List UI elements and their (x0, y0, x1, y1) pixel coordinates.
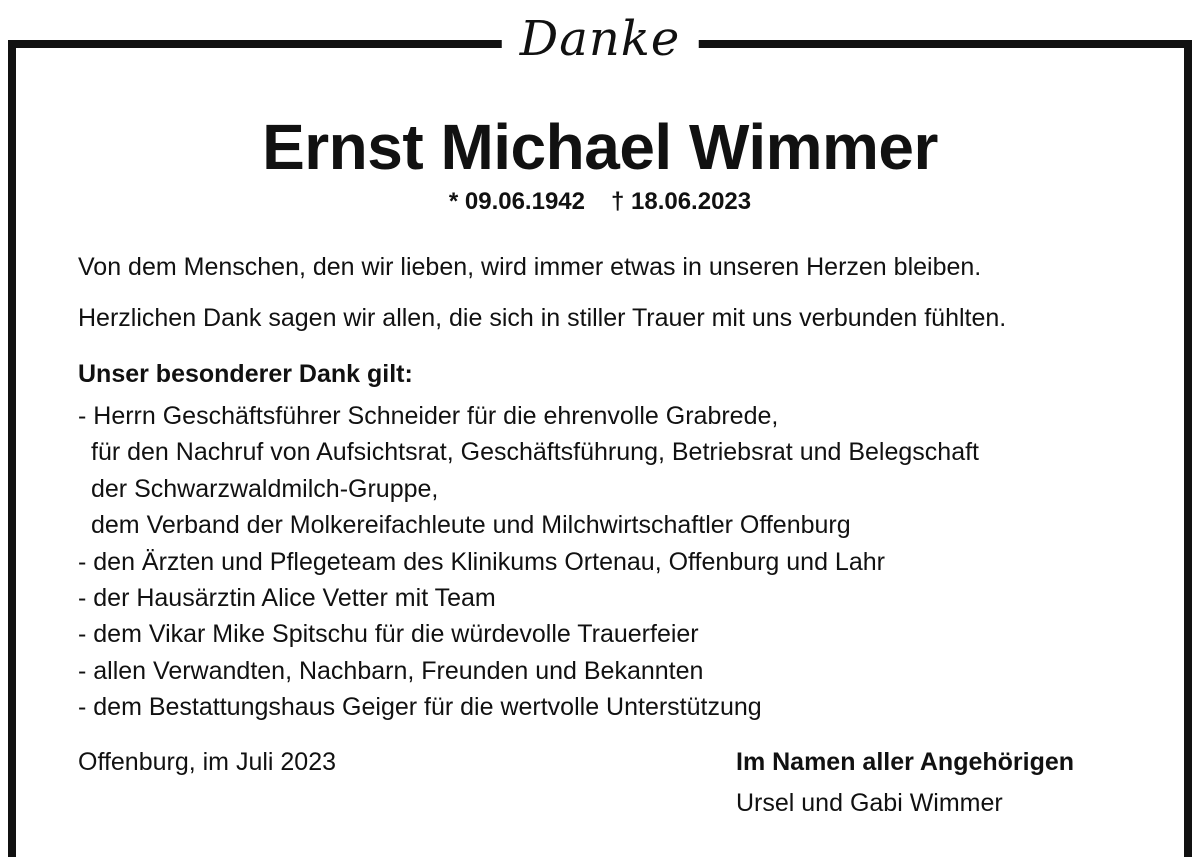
list-item: dem Verband der Molkereifachleute und Milchwirtschaftler Offenburg (91, 511, 851, 540)
paragraph-thanks: Herzlichen Dank sagen wir allen, die sich in stiller Trauer mit uns verbunden fühlten. (78, 304, 1007, 332)
thanks-list (78, 398, 979, 726)
place-date: Offenburg, im Juli 2023 (78, 748, 337, 776)
death-date: † 18.06.2023 (610, 188, 752, 215)
list-item: - den Ärzten und Pflegeteam des Klinikums Ortenau, Offenburg und Lahr (78, 547, 885, 576)
list-item: - dem Vikar Mike Spitschu für die würdevolle Trauerfeier (78, 620, 699, 649)
signature-intro: Im Namen aller Angehörigen (736, 748, 1075, 776)
list-item: - dem Bestattungshaus Geiger für die wertvolle Unterstützung (78, 693, 762, 722)
birth-date: * 09.06.1942 (448, 188, 585, 215)
list-item: der Schwarzwaldmilch-Gruppe, (91, 474, 439, 503)
list-item: - der Hausärztin Alice Vetter mit Team (78, 584, 496, 613)
thanks-heading: Unser besonderer Dank gilt: (78, 360, 413, 388)
list-item: - allen Verwandten, Nachbarn, Freunden und Bekannten (78, 656, 704, 685)
list-item: für den Nachruf von Aufsichtsrat, Geschäftsführung, Betriebsrat und Belegschaft (91, 438, 979, 467)
deceased-name: Ernst Michael Wimmer (262, 111, 938, 183)
list-item: - Herrn Geschäftsführer Schneider für die ehrenvolle Grabrede, (78, 402, 779, 430)
header-title: Danke (502, 8, 699, 70)
life-dates (0, 186, 1200, 218)
signature-names: Ursel und Gabi Wimmer (736, 789, 1003, 817)
paragraph-quote: Von dem Menschen, den wir lieben, wird immer etwas in unseren Herzen bleiben. (78, 253, 982, 281)
